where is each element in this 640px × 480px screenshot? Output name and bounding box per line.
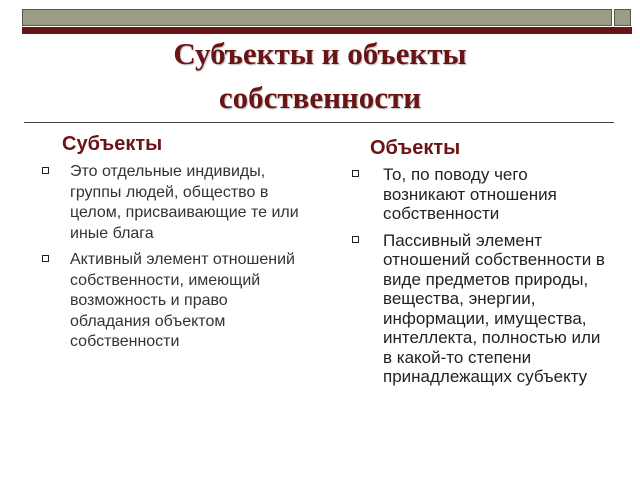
list-item-text: То, по поводу чего возникают отношения собственности (383, 165, 557, 223)
list-item (42, 162, 312, 244)
list-item (42, 250, 312, 353)
objects-list (352, 165, 614, 394)
slide-title: Субъекты и объекты собственности (173, 36, 467, 115)
list-item-text: Активный элемент отношений собственности, имеющий возможность и право обладания объектом собственности (70, 251, 295, 350)
subjects-heading: Субъекты (62, 133, 163, 155)
title-divider (24, 122, 614, 123)
objects-heading: Объекты (370, 137, 461, 159)
square-bullet-icon (42, 255, 49, 262)
square-bullet-icon (352, 236, 359, 243)
square-bullet-icon (42, 167, 49, 174)
list-item-text: Пассивный элемент отношений собственности в виде предметов природы, вещества, энергии, информации, имущества, интеллекта, полностью или в какой-то степени принадлежащих субъекту (383, 230, 605, 386)
list-item-text: Это отдельные индивиды, группы людей, общество в целом, присваивающие те или иные блага (70, 163, 299, 242)
list-item (352, 165, 614, 224)
header-decorative-bar (22, 9, 612, 26)
header-decorative-square (614, 9, 631, 26)
square-bullet-icon (352, 170, 359, 177)
list-item (352, 231, 614, 387)
subjects-list (42, 162, 312, 359)
